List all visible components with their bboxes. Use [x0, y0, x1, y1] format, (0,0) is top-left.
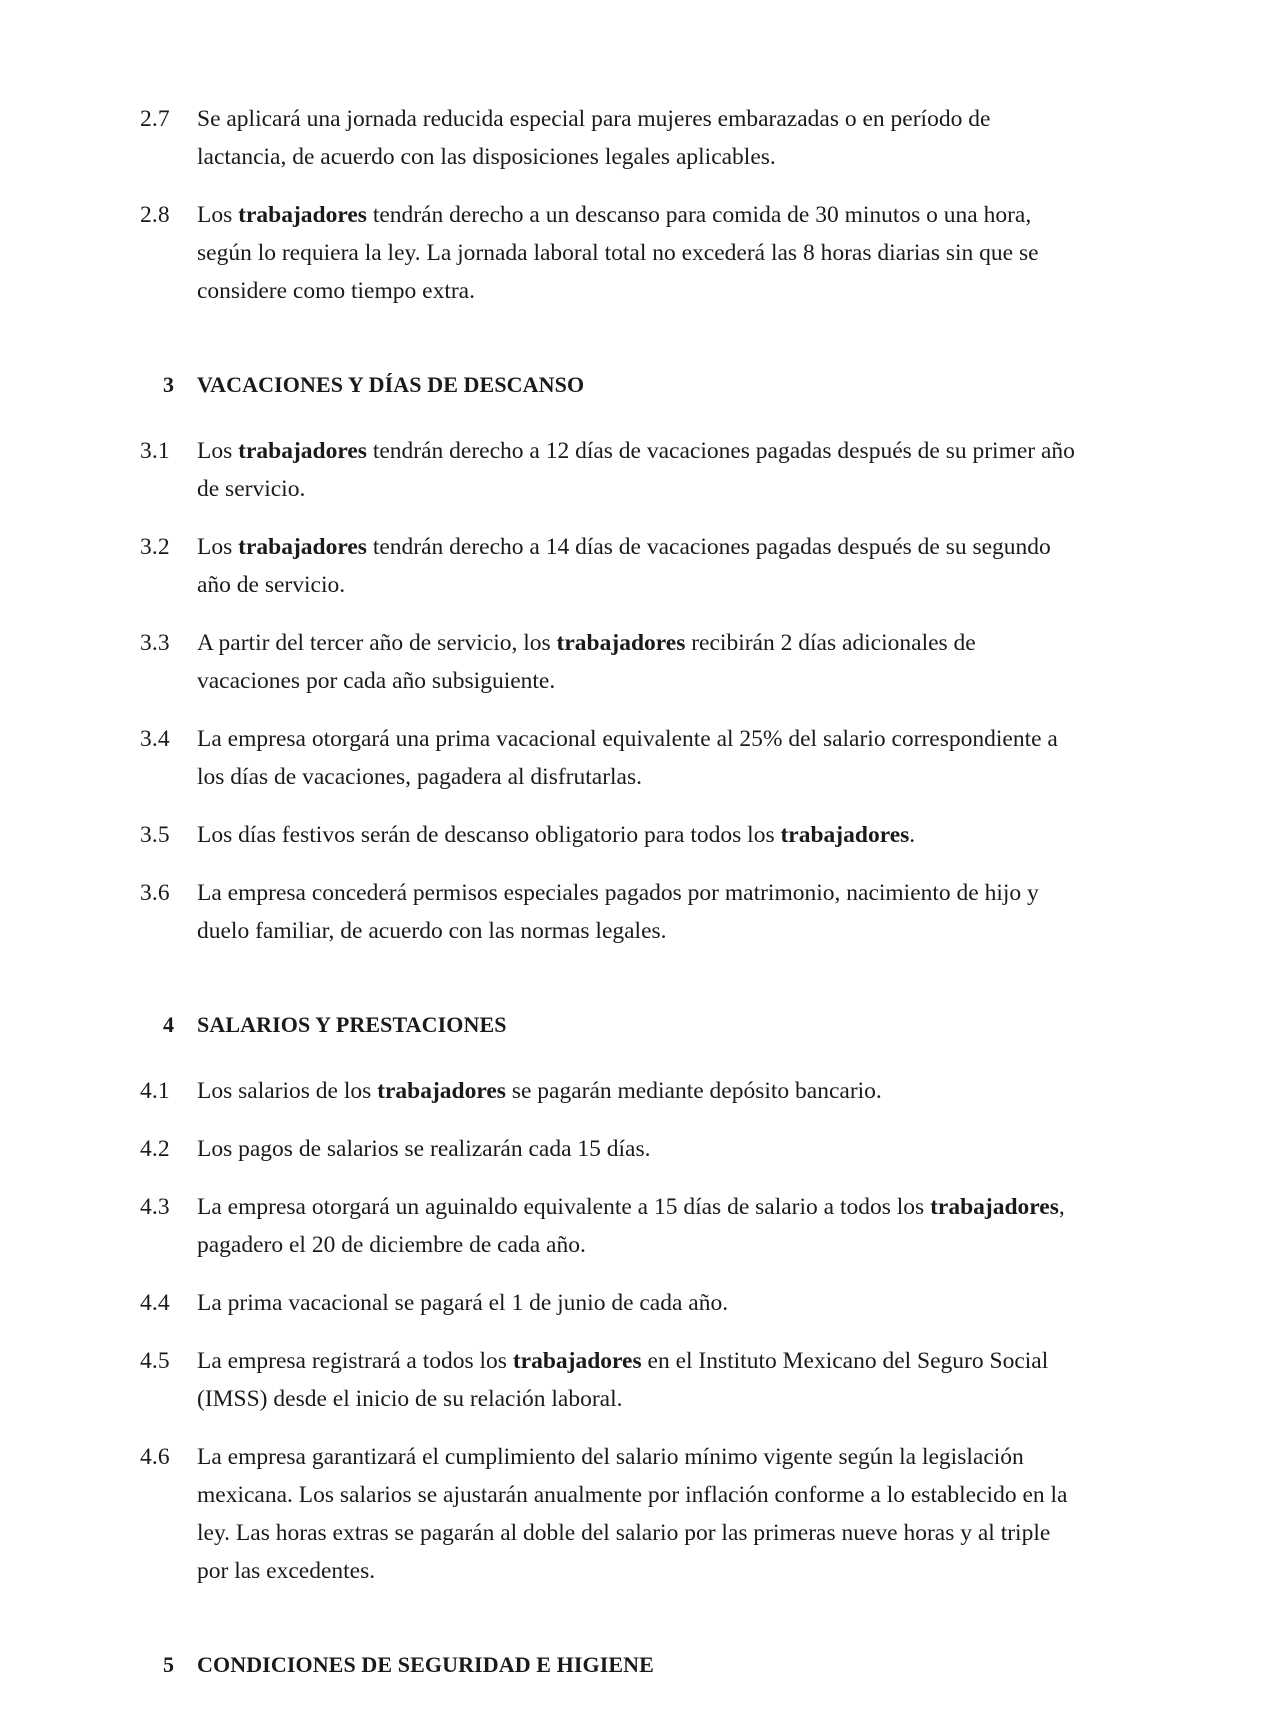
clause-text-emphasis: trabajadores — [930, 1194, 1059, 1220]
clause-number: 3.4 — [140, 726, 170, 752]
clause-item — [140, 196, 1075, 310]
clause-text-run: se pagarán mediante depósito bancario. — [505, 1078, 882, 1104]
section-heading-number: 3 — [163, 372, 174, 397]
clause-number: 4.3 — [140, 1194, 170, 1220]
clause-text: La empresa otorgará una prima vacacional equivalente al 25% del salario correspondiente a los días de vacaciones, pagadera al disfrutarlas. — [197, 726, 1058, 790]
section-heading-title: VACACIONES Y DÍAS DE DESCANSO — [197, 372, 585, 397]
clause-text-run: A partir del tercer año de servicio, los — [197, 630, 557, 656]
clause-number: 4.5 — [140, 1348, 170, 1374]
section-heading-number: 5 — [163, 1652, 174, 1677]
clause-text: La empresa garantizará el cumplimiento del salario mínimo vigente según la legislación mexicana. Los salarios se ajustarán anualmente por inflación conforme a lo establecido en la ley. Las horas extras se pagarán al doble del salario por las primeras nueve horas y al triple por las excedentes. — [197, 1444, 1068, 1584]
clause-item — [140, 1342, 1075, 1418]
clause-item — [140, 1130, 1075, 1168]
clause-text: Los pagos de salarios se realizarán cada 15 días. — [197, 1136, 651, 1162]
clause-number: 4.1 — [140, 1078, 170, 1104]
clause-item — [140, 816, 1075, 854]
clause-text-run: Los días festivos serán de descanso obligatorio para todos los — [197, 822, 781, 848]
clause-text-run: La empresa registrará a todos los — [197, 1348, 513, 1374]
clause-item — [140, 528, 1075, 604]
section-heading — [140, 1008, 1075, 1042]
clause-text — [197, 528, 1075, 604]
clause-text-emphasis: trabajadores — [377, 1078, 506, 1104]
section-heading-number: 4 — [163, 1012, 174, 1037]
clause-item — [140, 1072, 1075, 1110]
clause-text-emphasis: trabajadores — [238, 202, 367, 228]
clause-text — [197, 196, 1075, 310]
clause-number: 2.7 — [140, 106, 170, 132]
section-heading-title: SALARIOS Y PRESTACIONES — [197, 1012, 507, 1037]
clause-number: 4.2 — [140, 1136, 170, 1162]
document-body — [140, 100, 1075, 1712]
clause-text-run: Los salarios de los — [197, 1078, 378, 1104]
clause-text: La empresa concederá permisos especiales pagados por matrimonio, nacimiento de hijo y duelo familiar, de acuerdo con las normas legales. — [197, 880, 1039, 944]
clause-text — [197, 1072, 1075, 1110]
clause-text-run: tendrán derecho a un descanso para comida de 30 minutos o una hora, según lo requiera la ley. La jornada laboral total no excederá las 8 horas diarias sin que se considere como tiempo extra. — [197, 202, 1039, 304]
clause-text — [197, 432, 1075, 508]
clause-number: 3.5 — [140, 822, 170, 848]
clause-text: La prima vacacional se pagará el 1 de junio de cada año. — [197, 1290, 729, 1316]
clause-text-run: Los — [197, 438, 239, 464]
clause-item — [140, 874, 1075, 950]
clause-text-emphasis: trabajadores — [238, 438, 367, 464]
clause-text: Se aplicará una jornada reducida especial para mujeres embarazadas o en período de lactancia, de acuerdo con las disposiciones legales aplicables. — [197, 106, 991, 170]
clause-text-run: La empresa otorgará un aguinaldo equivalente a 15 días de salario a todos los — [197, 1194, 931, 1220]
clause-item — [140, 624, 1075, 700]
clause-number: 3.1 — [140, 438, 170, 464]
clause-text-run: recibirán 2 días adicionales de vacaciones por cada año subsiguiente. — [197, 630, 976, 694]
clause-item — [140, 720, 1075, 796]
clause-item — [140, 1284, 1075, 1322]
clause-text-emphasis: trabajadores — [238, 534, 367, 560]
clause-text-emphasis: trabajadores — [512, 1348, 642, 1374]
clause-text — [197, 624, 1075, 700]
clause-item — [140, 100, 1075, 176]
clause-text-run: . — [909, 822, 916, 848]
clause-item — [140, 1188, 1075, 1264]
section-heading — [140, 1648, 1075, 1682]
clause-text-run: Los — [197, 202, 239, 228]
clause-text-run: en el Instituto Mexicano del Seguro Social (IMSS) desde el inicio de su relación laboral. — [197, 1348, 1049, 1412]
clause-text-run: Los — [197, 534, 239, 560]
clause-text-emphasis: trabajadores — [556, 630, 686, 656]
clause-text — [197, 816, 1075, 854]
clause-number: 3.2 — [140, 534, 170, 560]
clause-number: 2.8 — [140, 202, 170, 228]
clause-text-run: , pagadero el 20 de diciembre de cada año. — [197, 1194, 1065, 1258]
clause-number: 4.6 — [140, 1444, 170, 1470]
clause-text — [197, 1342, 1075, 1418]
clause-text — [197, 1188, 1075, 1264]
clause-text-emphasis: trabajadores — [780, 822, 910, 848]
clause-item — [140, 432, 1075, 508]
section-heading — [140, 368, 1075, 402]
clause-number: 3.3 — [140, 630, 170, 656]
clause-number: 4.4 — [140, 1290, 170, 1316]
clause-number: 3.6 — [140, 880, 170, 906]
clause-text-run: tendrán derecho a 14 días de vacaciones pagadas después de su segundo año de servicio. — [197, 534, 1051, 598]
clause-item — [140, 1438, 1075, 1590]
section-heading-title: CONDICIONES DE SEGURIDAD E HIGIENE — [197, 1652, 654, 1677]
clause-text-run: tendrán derecho a 12 días de vacaciones pagadas después de su primer año de servicio. — [197, 438, 1075, 502]
